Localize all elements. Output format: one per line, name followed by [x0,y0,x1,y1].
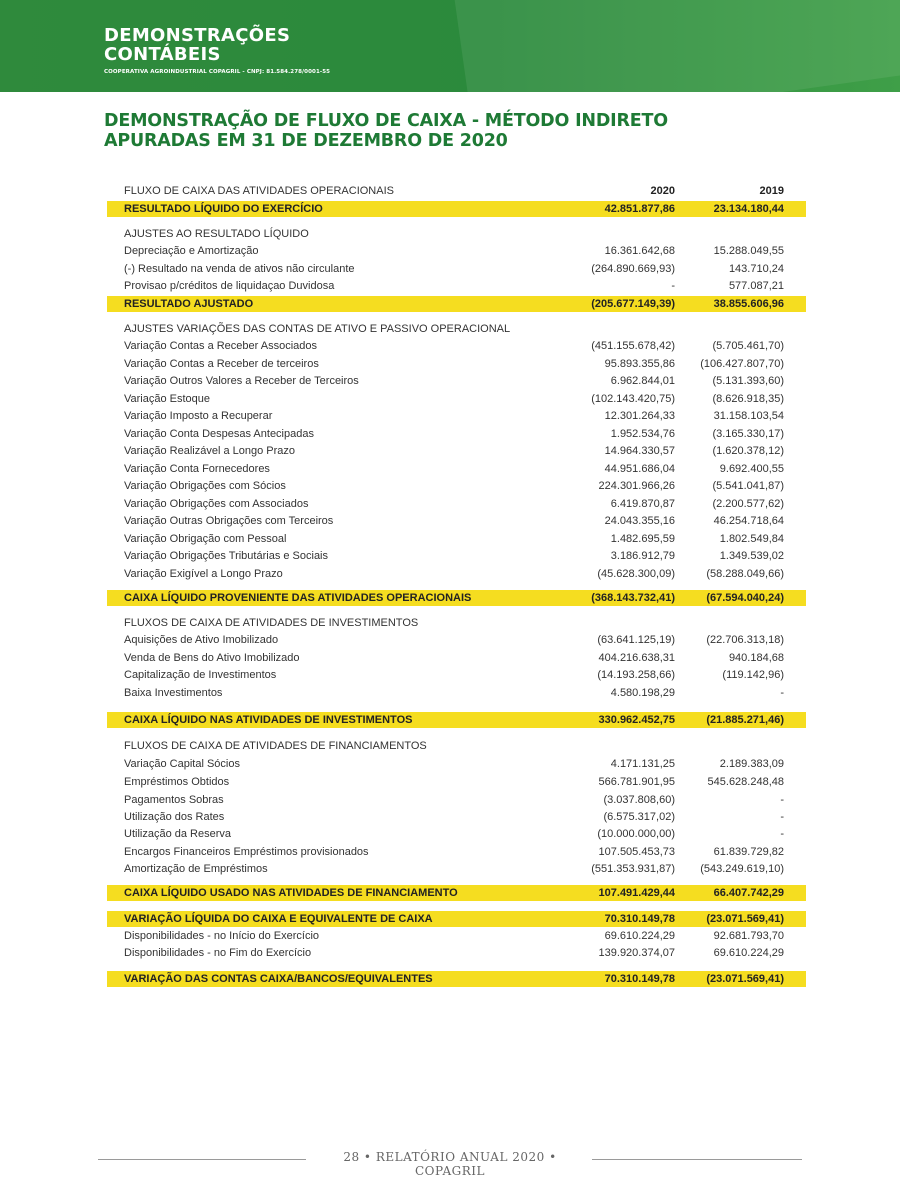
table-row [107,496,806,512]
document-title-line1: DEMONSTRAÇÃO DE FLUXO DE CAIXA - MÉTODO INDIRETO [104,111,668,131]
value-2020: 224.301.966,26 [598,480,675,492]
table-row [107,826,806,842]
row-label: Variação Imposto a Recuperar [124,410,273,422]
value-2019: (106.427.807,70) [700,358,784,370]
total-row [107,911,806,927]
value-2020: 107.505.453,73 [598,846,675,858]
table-row [107,278,806,294]
value-2020: 42.851.877,86 [604,203,675,215]
section-header-row [107,615,806,631]
value-2020: (10.000.000,00) [597,828,675,840]
table-row [107,792,806,808]
table-row [107,356,806,372]
value-2020: 12.301.264,33 [604,410,675,422]
row-label: Variação Estoque [124,393,211,405]
table-row [107,756,806,772]
section-title [104,26,290,64]
section-header-row [107,183,806,199]
row-label: Variação Outras Obrigações com Terceiros [124,515,334,527]
table-row [107,809,806,825]
row-label: Variação Realizável a Longo Prazo [124,445,296,457]
row-label: AJUSTES VARIAÇÕES DAS CONTAS DE ATIVO E PASSIVO OPERACIONAL [124,323,511,335]
value-2020: 3.186.912,79 [610,550,675,562]
row-label: Variação Capital Sócios [124,758,240,770]
value-2019: 66.407.742,29 [713,887,784,899]
row-label: Variação Exigível a Longo Prazo [124,568,283,580]
value-2020: 1.482.695,59 [610,533,675,545]
table-row [107,928,806,944]
section-title-line2: CONTÁBEIS [104,44,221,65]
value-2020: (451.155.678,42) [591,340,675,352]
value-2020: 44.951.686,04 [604,463,675,475]
table-row [107,650,806,666]
footer-rule-left [98,1159,306,1160]
value-2019: 940.184,68 [728,652,784,664]
value-2019: 69.610.224,29 [713,947,784,959]
value-2020: (205.677.149,39) [591,298,675,310]
row-label: Variação Obrigações com Associados [124,498,309,510]
value-2019: 61.839.729,82 [713,846,784,858]
value-2020: (6.575.317,02) [603,811,675,823]
total-row [107,296,806,312]
row-label: Utilização dos Rates [124,811,225,823]
section-title-line1: DEMONSTRAÇÕES [104,25,291,46]
value-2020: (551.353.931,87) [591,863,675,875]
row-label: Variação Obrigações Tributárias e Sociais [124,550,329,562]
value-2020: 404.216.638,31 [598,652,675,664]
value-2019: (67.594.040,24) [706,592,784,604]
table-row [107,667,806,683]
value-2020: (14.193.258,66) [597,669,675,681]
value-2019: - [780,794,784,806]
value-2020: 70.310.149,78 [604,913,675,925]
table-row [107,513,806,529]
value-2019: 545.628.248,48 [707,776,784,788]
value-2020: 95.893.355,86 [604,358,675,370]
row-label: Encargos Financeiros Empréstimos provisionados [124,846,369,858]
value-2020: 566.781.901,95 [598,776,675,788]
value-2019: 31.158.103,54 [713,410,784,422]
table-row [107,548,806,564]
value-2020: 1.952.534,76 [610,428,675,440]
value-2020: 14.964.330,57 [604,445,675,457]
value-2019: (22.706.313,18) [706,634,784,646]
row-label: Provisao p/créditos de liquidaçao Duvidosa [124,280,335,292]
value-2020: 69.610.224,29 [604,930,675,942]
value-2020: 139.920.374,07 [598,947,675,959]
table-row [107,261,806,277]
value-2019: 9.692.400,55 [719,463,784,475]
value-2019: 23.134.180,44 [713,203,784,215]
table-row [107,685,806,701]
banner-decoration [451,0,900,92]
table-row [107,443,806,459]
value-2020: 6.962.844,01 [610,375,675,387]
value-2019: (543.249.619,10) [700,863,784,875]
value-2020: 2020 [650,185,675,197]
table-row [107,861,806,877]
total-row [107,712,806,728]
total-row [107,885,806,901]
row-label: Pagamentos Sobras [124,794,224,806]
value-2019: (8.626.918,35) [712,393,784,405]
value-2019: (58.288.049,66) [706,568,784,580]
value-2019: (5.131.393,60) [712,375,784,387]
value-2019: (119.142,96) [722,669,784,681]
value-2020: 107.491.429,44 [598,887,675,899]
row-label: Disponibilidades - no Início do Exercício [124,930,320,942]
value-2020: 4.580.198,29 [610,687,675,699]
value-2020: 24.043.355,16 [604,515,675,527]
footer-rule-right [592,1159,802,1160]
header-banner [0,0,900,92]
value-2020: 4.171.131,25 [610,758,675,770]
row-label: RESULTADO AJUSTADO [124,298,254,310]
footer-text: 28 • RELATÓRIO ANUAL 2020 • COPAGRIL [343,1150,557,1178]
section-header-row [107,321,806,337]
value-2019: 143.710,24 [728,263,784,275]
row-label: Capitalização de Investimentos [124,669,277,681]
row-label: Variação Obrigação com Pessoal [124,533,287,545]
row-label: Venda de Bens do Ativo Imobilizado [124,652,300,664]
row-label: Baixa Investimentos [124,687,223,699]
document-title-line2: APURADAS EM 31 DE DEZEMBRO DE 2020 [104,131,508,151]
row-label: FLUXOS DE CAIXA DE ATIVIDADES DE FINANCIAMENTOS [124,740,427,752]
table-row [107,531,806,547]
total-row [107,590,806,606]
row-label: RESULTADO LÍQUIDO DO EXERCÍCIO [124,203,323,215]
company-subtitle: COOPERATIVA AGROINDUSTRIAL COPAGRIL - CNPJ: 81.584.278/0001-55 [104,69,331,75]
value-2020: 16.361.642,68 [604,245,675,257]
page-footer [0,1149,900,1178]
value-2019: (23.071.569,41) [706,973,784,985]
section-header-row [107,738,806,754]
table-row [107,566,806,582]
table-row [107,408,806,424]
value-2019: - [780,811,784,823]
value-2020: (368.143.732,41) [591,592,675,604]
value-2020: (3.037.808,60) [603,794,675,806]
row-label: Utilização da Reserva [124,828,231,840]
table-row [107,478,806,494]
row-label: (-) Resultado na venda de ativos não circulante [124,263,355,275]
table-row [107,774,806,790]
row-label: Variação Conta Despesas Antecipadas [124,428,314,440]
value-2019: - [780,687,784,699]
table-row [107,632,806,648]
row-label: VARIAÇÃO DAS CONTAS CAIXA/BANCOS/EQUIVALENTES [124,973,433,985]
table-row [107,945,806,961]
value-2019: 1.349.539,02 [719,550,784,562]
row-label: Variação Conta Fornecedores [124,463,270,475]
row-label: FLUXO DE CAIXA DAS ATIVIDADES OPERACIONAIS [124,185,394,197]
table-row [107,391,806,407]
value-2020: (102.143.420,75) [591,393,675,405]
value-2019: 46.254.718,64 [713,515,784,527]
value-2019: 2.189.383,09 [719,758,784,770]
row-label: Aquisições de Ativo Imobilizado [124,634,279,646]
value-2019: 2019 [759,185,784,197]
value-2019: 1.802.549,84 [719,533,784,545]
total-row [107,971,806,987]
row-label: CAIXA LÍQUIDO NAS ATIVIDADES DE INVESTIMENTOS [124,714,413,726]
row-label: Variação Obrigações com Sócios [124,480,286,492]
row-label: FLUXOS DE CAIXA DE ATIVIDADES DE INVESTIMENTOS [124,617,419,629]
value-2020: 6.419.870,87 [610,498,675,510]
value-2019: (23.071.569,41) [706,913,784,925]
table-row [107,844,806,860]
value-2020: (264.890.669,93) [591,263,675,275]
value-2020: - [671,280,675,292]
row-label: Empréstimos Obtidos [124,776,230,788]
value-2019: 577.087,21 [728,280,784,292]
document-title [104,111,668,151]
row-label: Amortização de Empréstimos [124,863,268,875]
section-header-row [107,226,806,242]
table-row [107,243,806,259]
row-label: CAIXA LÍQUIDO USADO NAS ATIVIDADES DE FINANCIAMENTO [124,887,458,899]
value-2019: (21.885.271,46) [706,714,784,726]
row-label: Variação Outros Valores a Receber de Terceiros [124,375,359,387]
row-label: Disponibilidades - no Fim do Exercício [124,947,312,959]
row-label: Variação Contas a Receber de terceiros [124,358,319,370]
row-label: Variação Contas a Receber Associados [124,340,318,352]
value-2020: 70.310.149,78 [604,973,675,985]
value-2020: 330.962.452,75 [598,714,675,726]
value-2020: (45.628.300,09) [597,568,675,580]
value-2019: (5.705.461,70) [712,340,784,352]
value-2020: (63.641.125,19) [597,634,675,646]
row-label: VARIAÇÃO LÍQUIDA DO CAIXA E EQUIVALENTE DE CAIXA [124,913,433,925]
value-2019: - [780,828,784,840]
row-label: Depreciação e Amortização [124,245,259,257]
value-2019: 15.288.049,55 [713,245,784,257]
table-row [107,338,806,354]
table-row [107,426,806,442]
row-label: AJUSTES AO RESULTADO LÍQUIDO [124,228,309,240]
table-row [107,461,806,477]
value-2019: (3.165.330,17) [712,428,784,440]
value-2019: (5.541.041,87) [712,480,784,492]
value-2019: 92.681.793,70 [713,930,784,942]
value-2019: 38.855.606,96 [713,298,784,310]
value-2019: (1.620.378,12) [712,445,784,457]
value-2019: (2.200.577,62) [712,498,784,510]
total-row [107,201,806,217]
table-row [107,373,806,389]
row-label: CAIXA LÍQUIDO PROVENIENTE DAS ATIVIDADES OPERACIONAIS [124,592,472,604]
